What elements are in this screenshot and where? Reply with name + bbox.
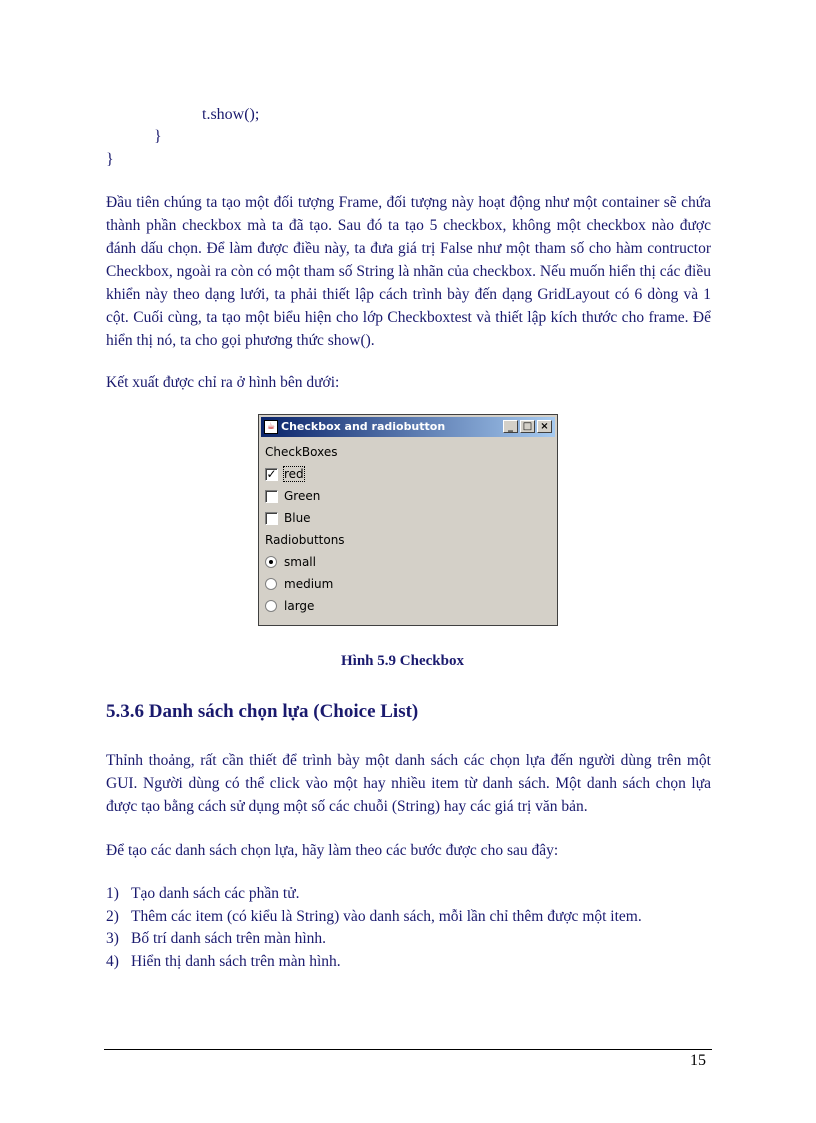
list-item-text: Hiển thị danh sách trên màn hình. (131, 952, 341, 970)
checkbox-green-box[interactable] (265, 490, 278, 503)
radiobuttons-label-text: Radiobuttons (265, 533, 345, 547)
paragraph-choice-intro: Thỉnh thoảng, rất cần thiết để trình bày một danh sách các chọn lựa đến người dùng trên một GUI. Người dùng có thể click vào một hay nhiều item từ danh sách. Một danh sách chọn lựa được tạo bằng cách sử dụng một số các chuỗi (String) hay các giá trị văn bản. (106, 752, 711, 815)
page-number: 15 (690, 1052, 706, 1069)
radiobuttons-label (265, 529, 345, 551)
window-body (263, 441, 553, 621)
radio-large[interactable] (265, 595, 314, 617)
radio-large-label: large (284, 599, 315, 613)
radio-medium[interactable] (265, 573, 333, 595)
checkbox-window (258, 414, 558, 626)
checkbox-red[interactable] (265, 463, 304, 485)
minimize-button[interactable]: _ (503, 420, 518, 433)
footer-rule (104, 1049, 712, 1050)
list-item-text: Bố trí danh sách trên màn hình. (131, 930, 326, 947)
radio-medium-label: medium (284, 577, 334, 591)
paragraph-intro: Đầu tiên chúng ta tạo một đối tượng Frame, đối tượng này hoạt động như một container sẽ chứa thành phần checkbox mà ta đã tạo. Sau đó ta tạo 5 checkbox, không một checkbox nào được đánh dấu chọn. Để làm được điều này, ta đưa giá trị False như một tham số cho hàm contructor Checkbox, ngoài ra còn có một tham số String là nhãn của checkbox. Nếu muốn hiển thị các điều khiển này theo dạng lưới, ta phải thiết lập cách trình bày đến dạng GridLayout có 6 dòng và 1 cột. Cuối cùng, ta tạo một biểu hiện cho lớp Checkboxtest và thiết lập kích thước cho frame. Để hiển thị nó, ta cho gọi phương thức show(). (106, 194, 711, 349)
checkbox-blue[interactable] (265, 507, 311, 529)
list-item (106, 951, 711, 974)
radio-large-circle[interactable] (265, 600, 277, 612)
list-item-text: Thêm các item (có kiểu là String) vào danh sách, mỗi lần chỉ thêm được một item. (131, 907, 642, 925)
list-item-number: 4) (106, 952, 119, 970)
code-line-show: t.show(); (202, 106, 260, 123)
checkboxes-label (265, 441, 338, 463)
radio-small-circle[interactable] (265, 556, 277, 568)
figure-caption: Hình 5.9 Checkbox (341, 653, 464, 669)
checkbox-green[interactable] (265, 485, 320, 507)
radio-small-label: small (284, 555, 316, 569)
checkbox-red-label: red (284, 467, 304, 481)
radio-medium-circle[interactable] (265, 578, 277, 590)
radio-small[interactable] (265, 551, 316, 573)
list-item (106, 928, 711, 951)
paragraph-output: Kết xuất được chỉ ra ở hình bên dưới: (106, 374, 340, 391)
maximize-button[interactable]: □ (520, 420, 535, 433)
list-item-text: Tạo danh sách các phần tử. (131, 885, 300, 902)
checkbox-green-label: Green (284, 489, 321, 503)
code-line-brace-inner: } (154, 128, 162, 145)
code-line-brace-outer: } (106, 151, 114, 168)
section-heading: 5.3.6 Danh sách chọn lựa (Choice List) (106, 701, 419, 722)
window-titlebar (261, 417, 555, 437)
list-item-number: 1) (106, 885, 119, 902)
steps-list (106, 883, 711, 973)
window-title: Checkbox and radiobutton (281, 420, 446, 433)
list-item (106, 883, 711, 906)
checkbox-red-box[interactable]: ✓ (266, 466, 277, 481)
checkbox-blue-label: Blue (284, 511, 311, 525)
checkbox-blue-box[interactable] (265, 512, 278, 525)
close-button[interactable]: × (537, 420, 552, 433)
list-item (106, 906, 711, 929)
java-cup-icon: ☕ (264, 420, 278, 434)
list-item-number: 2) (106, 907, 119, 925)
paragraph-steps-intro: Để tạo các danh sách chọn lựa, hãy làm theo các bước được cho sau đây: (106, 842, 559, 859)
list-item-number: 3) (106, 930, 119, 947)
checkboxes-label-text: CheckBoxes (265, 445, 338, 459)
